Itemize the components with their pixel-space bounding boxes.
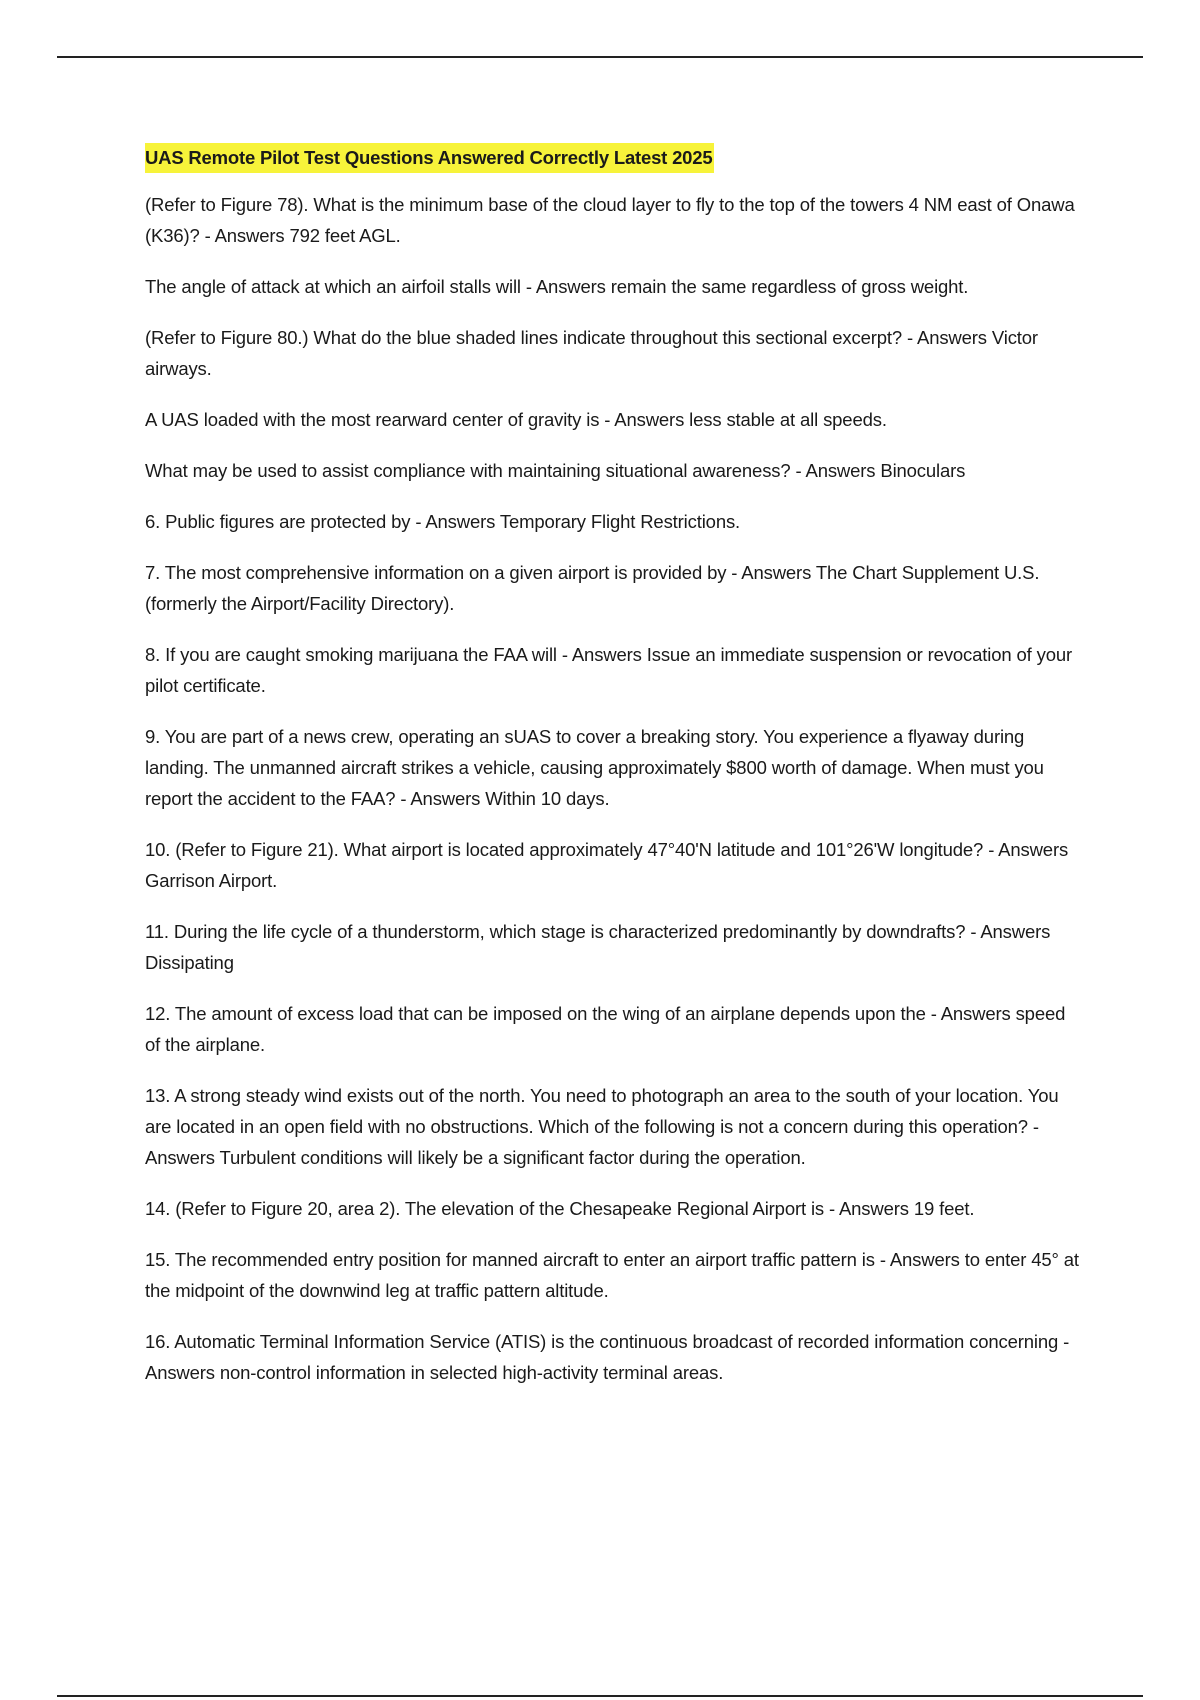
qa-item: 16. Automatic Terminal Information Service (ATIS) is the continuous broadcast of recorded information concerning - Answers non-control information in selected high-activity terminal areas.: [145, 1331, 1070, 1383]
qa-item: 12. The amount of excess load that can be imposed on the wing of an airplane depends upon the - Answers speed of the airplane.: [145, 1003, 1066, 1055]
qa-item: 7. The most comprehensive information on a given airport is provided by - Answers The Chart Supplement U.S. (formerly the Airport/Facility Directory).: [145, 562, 1040, 614]
qa-item: 15. The recommended entry position for manned aircraft to enter an airport traffic pattern is - Answers to enter 45° at the midpoint of the downwind leg at traffic pattern altitude.: [145, 1249, 1079, 1301]
qa-item: 9. You are part of a news crew, operating an sUAS to cover a breaking story. You experience a flyaway during landing. The unmanned aircraft strikes a vehicle, causing approximately $800 worth of damage. When must you report the accident to the FAA? - Answers Within 10 days.: [145, 726, 1044, 809]
qa-item: 10. (Refer to Figure 21). What airport is located approximately 47°40'N latitude and 101°26'W longitude? - Answers Garrison Airport.: [145, 839, 1069, 891]
top-rule: [57, 56, 1143, 58]
qa-item: The angle of attack at which an airfoil stalls will - Answers remain the same regardless of gross weight.: [145, 276, 969, 297]
qa-item: What may be used to assist compliance with maintaining situational awareness? - Answers Binoculars: [145, 460, 966, 481]
qa-item: A UAS loaded with the most rearward center of gravity is - Answers less stable at all speeds.: [145, 409, 887, 430]
bottom-rule: [57, 1695, 1143, 1697]
qa-item: 8. If you are caught smoking marijuana the FAA will - Answers Issue an immediate suspension or revocation of your pilot certificate.: [145, 644, 1073, 696]
qa-item: 11. During the life cycle of a thunderstorm, which stage is characterized predominantly by downdrafts? - Answers Dissipating: [145, 921, 1051, 973]
document-title: UAS Remote Pilot Test Questions Answered Correctly Latest 2025: [145, 143, 714, 173]
qa-item: 6. Public figures are protected by - Answers Temporary Flight Restrictions.: [145, 511, 741, 532]
document-body: [145, 143, 1085, 1408]
qa-item: 13. A strong steady wind exists out of the north. You need to photograph an area to the south of your location. You are located in an open field with no obstructions. Which of the following is not a concern during this operation? - Answers Turbulent conditions will likely be a significant factor during the operation.: [145, 1085, 1059, 1168]
qa-item: (Refer to Figure 80.) What do the blue shaded lines indicate throughout this sectional excerpt? - Answers Victor airways.: [145, 327, 1038, 379]
qa-item: (Refer to Figure 78). What is the minimum base of the cloud layer to fly to the top of the towers 4 NM east of Onawa (K36)? - Answers 792 feet AGL.: [145, 194, 1075, 246]
qa-item: 14. (Refer to Figure 20, area 2). The elevation of the Chesapeake Regional Airport is - Answers 19 feet.: [145, 1198, 975, 1219]
